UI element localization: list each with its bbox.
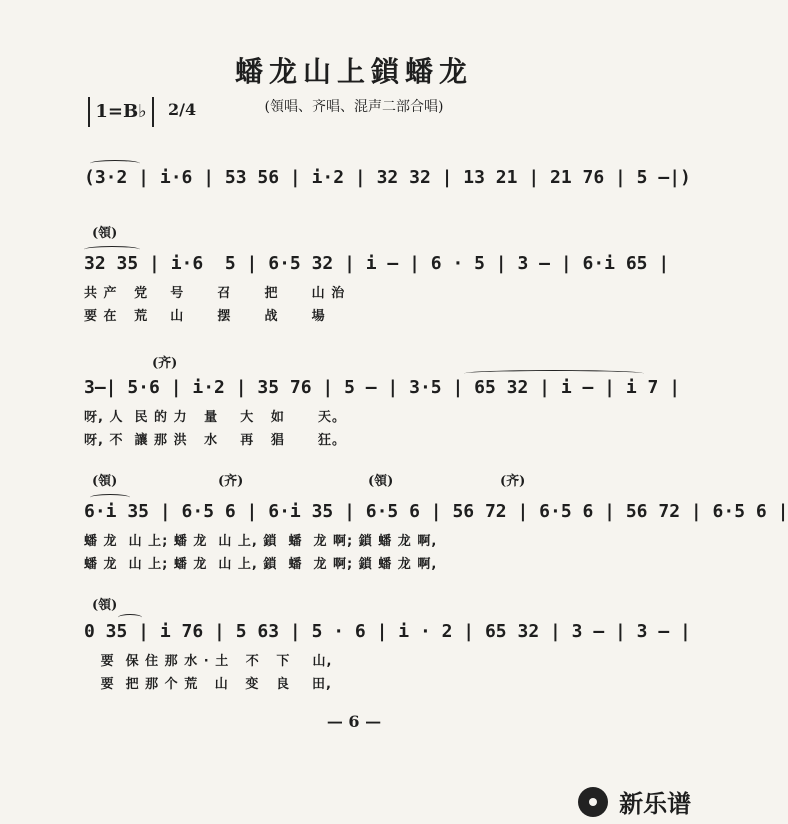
slur: [464, 370, 644, 377]
score-system-1: [84, 160, 691, 188]
lyrics-verse-2: 要 把 那 个 荒 山 变 良 田,: [84, 677, 332, 692]
lyrics-verse-2: 蟠 龙 山 上; 蟠 龙 山 上, 鎖 蟠 龙 啊; 鎖 蟠 龙 啊,: [84, 557, 438, 572]
slur: [118, 614, 142, 621]
lyrics-verse-1: 共 产 党 号 召 把 山 治: [84, 286, 346, 301]
notes-line-2: 32 35 | i·6 5 | 6·5 32 | i — | 6 · 5 | 3 — | 6·i 65 |: [84, 253, 670, 274]
score-system-3: [84, 370, 681, 448]
slur: [90, 160, 140, 167]
part-label-unison: (齐): [500, 474, 526, 489]
part-label-unison: (齐): [152, 356, 178, 371]
lyrics-verse-1: 要 保 住 那 水 · 土 不 下 山,: [84, 654, 333, 669]
slur: [84, 246, 140, 253]
key-signature-box: [88, 97, 154, 127]
part-label-lead: (領): [92, 598, 118, 613]
notes-line-1: (3·2 | i·6 | 53 56 | i·2 | 32 32 | 13 21 | 21 76 | 5 —|): [84, 167, 691, 188]
part-label-lead: (領): [92, 226, 118, 241]
lyrics-verse-2: 呀, 不 讓 那 洪 水 再 猖 狂。: [84, 433, 346, 448]
score-system-5: [84, 614, 691, 692]
part-label-lead: (領): [92, 474, 118, 489]
watermark-logo: [578, 784, 691, 819]
notes-line-3: 3—| 5·6 | i·2 | 35 76 | 5 — | 3·5 | 65 32 | i — | i 7 |: [84, 377, 681, 398]
notes-line-5: 0 35 | i 76 | 5 63 | 5 · 6 | i · 2 | 65 32 | 3 — | 3 — |: [84, 621, 691, 642]
slur: [90, 494, 130, 501]
record-disc-icon: [578, 787, 608, 817]
notes-line-4: 6·i 35 | 6·5 6 | 6·i 35 | 6·5 6 | 56 72 | 6·5 6 | 56 72 | 6·5 6 |: [84, 501, 788, 522]
watermark-text: 新乐谱: [619, 790, 692, 818]
key-signature: 1=B♭: [95, 101, 147, 122]
score-system-4: [84, 494, 788, 572]
lyrics-verse-1: 呀, 人 民 的 力 量 大 如 天。: [84, 410, 346, 425]
lyrics-verse-1: 蟠 龙 山 上; 蟠 龙 山 上, 鎖 蟠 龙 啊; 鎖 蟠 龙 啊,: [84, 534, 438, 549]
song-subtitle: (領唱、齐唱、混声二部合唱): [264, 99, 444, 115]
part-label-unison: (齐): [218, 474, 244, 489]
score-system-2: [84, 246, 670, 324]
song-title: 蟠龙山上鎖蟠龙: [234, 55, 473, 88]
lyrics-verse-2: 要 在 荒 山 摆 战 場: [84, 309, 326, 324]
time-signature: 2/4: [168, 100, 197, 119]
page-number: — 6 —: [326, 712, 382, 731]
part-label-lead: (領): [368, 474, 394, 489]
